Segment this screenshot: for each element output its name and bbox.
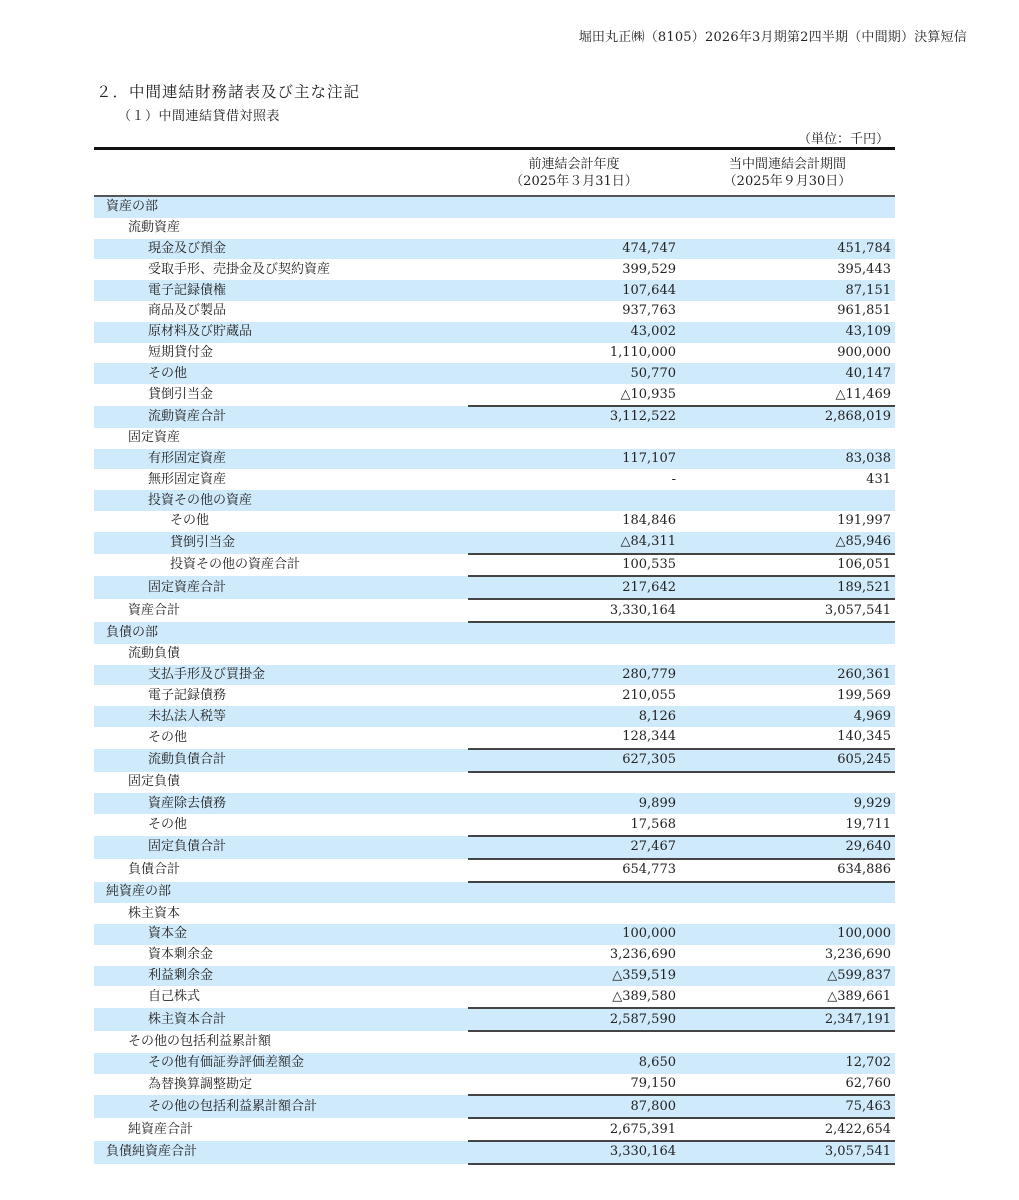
table-row bbox=[94, 490, 895, 511]
row-label: 株主資本合計 bbox=[94, 1008, 468, 1031]
prev-period-value: 43,002 bbox=[468, 322, 680, 343]
current-period-date: （2025年９月30日） bbox=[723, 173, 852, 189]
table-row bbox=[94, 469, 895, 490]
table-body bbox=[94, 196, 895, 1164]
row-label: 純資産の部 bbox=[94, 882, 468, 904]
row-label: 貸倒引当金 bbox=[94, 532, 468, 554]
current-period-value: 9,929 bbox=[680, 793, 895, 814]
table-row bbox=[94, 924, 895, 945]
table-row bbox=[94, 749, 895, 772]
current-period-value: 431 bbox=[866, 471, 891, 487]
current-period-value: 961,851 bbox=[837, 303, 891, 319]
table-row bbox=[94, 622, 895, 644]
row-label: 投資その他の資産合計 bbox=[170, 556, 301, 572]
row-label: その他の包括利益累計額合計 bbox=[94, 1095, 468, 1118]
current-period-value: 900,000 bbox=[837, 344, 891, 360]
table-row bbox=[94, 449, 895, 470]
prev-period-value: 654,773 bbox=[468, 859, 680, 882]
current-period-value: 140,345 bbox=[837, 729, 891, 745]
row-label: 利益剰余金 bbox=[94, 966, 468, 987]
current-period-value: 19,711 bbox=[845, 816, 891, 832]
current-period-value bbox=[680, 903, 895, 924]
table-row bbox=[94, 685, 895, 706]
row-label: 資本金 bbox=[94, 924, 468, 945]
table-header-row bbox=[94, 149, 895, 197]
row-label: 負債純資産合計 bbox=[94, 1141, 468, 1164]
prev-period-value: 3,236,690 bbox=[609, 947, 676, 963]
prev-period-value: 280,779 bbox=[468, 665, 680, 686]
current-period-value: △389,661 bbox=[827, 988, 891, 1004]
prev-period-value bbox=[468, 644, 680, 665]
row-label: 電子記録債務 bbox=[148, 687, 227, 703]
table-row bbox=[94, 706, 895, 727]
current-period-value: △11,469 bbox=[835, 386, 891, 402]
prev-period-label: 前連結会計年度 bbox=[528, 156, 620, 172]
row-label: 負債の部 bbox=[94, 622, 468, 644]
header-prev-period bbox=[468, 149, 680, 197]
current-period-value bbox=[680, 490, 895, 511]
current-period-value: 2,347,191 bbox=[680, 1008, 895, 1031]
current-period-value: 191,997 bbox=[837, 513, 891, 529]
table-row bbox=[94, 576, 895, 599]
row-label: 負債合計 bbox=[128, 862, 181, 878]
row-label: 固定資産 bbox=[128, 430, 181, 446]
current-period-value: 3,236,690 bbox=[824, 947, 891, 963]
row-label: その他 bbox=[148, 817, 188, 832]
prev-period-value: 8,650 bbox=[468, 1053, 680, 1074]
row-label: 固定資産合計 bbox=[94, 576, 468, 599]
current-period-value: 634,886 bbox=[680, 859, 895, 882]
prev-period-value: 937,763 bbox=[622, 303, 676, 319]
current-period-value: 40,147 bbox=[680, 363, 895, 384]
prev-period-value: 3,330,164 bbox=[468, 599, 680, 622]
current-period-value bbox=[680, 1031, 895, 1053]
table-row bbox=[94, 727, 895, 749]
row-label: その他 bbox=[170, 513, 210, 529]
current-period-value: 12,702 bbox=[680, 1053, 895, 1074]
row-label: その他 bbox=[94, 363, 468, 384]
prev-period-value: 474,747 bbox=[468, 239, 680, 260]
row-label: 自己株式 bbox=[148, 989, 201, 1005]
prev-period-value: 1,110,000 bbox=[609, 344, 676, 360]
prev-period-value: 117,107 bbox=[468, 449, 680, 470]
current-period-value: 106,051 bbox=[680, 554, 895, 577]
table-row bbox=[94, 859, 895, 882]
table-row bbox=[94, 322, 895, 343]
current-period-value bbox=[680, 196, 895, 218]
prev-period-value: 100,000 bbox=[468, 924, 680, 945]
row-label: 支払手形及び買掛金 bbox=[94, 665, 468, 686]
current-period-value: 4,969 bbox=[680, 706, 895, 727]
current-period-label: 当中間連結会計期間 bbox=[728, 156, 846, 172]
row-label: 流動負債 bbox=[128, 646, 181, 662]
row-label: 流動資産 bbox=[128, 220, 181, 236]
row-label: 資本剰余金 bbox=[148, 947, 214, 963]
prev-period-value: △389,580 bbox=[612, 988, 676, 1004]
current-period-value: △599,837 bbox=[680, 966, 895, 987]
row-label: 純資産合計 bbox=[128, 1121, 194, 1137]
row-label: 資産合計 bbox=[128, 602, 181, 618]
table-row bbox=[94, 1008, 895, 1031]
table-row bbox=[94, 259, 895, 280]
prev-period-value: 87,800 bbox=[468, 1095, 680, 1118]
table-row bbox=[94, 218, 895, 239]
current-period-value: △85,946 bbox=[680, 532, 895, 554]
current-period-value bbox=[680, 218, 895, 239]
row-label: 未払法人税等 bbox=[94, 706, 468, 727]
row-label: その他 bbox=[148, 729, 188, 745]
prev-period-value bbox=[468, 218, 680, 239]
prev-period-value bbox=[468, 882, 680, 904]
prev-period-value: 107,644 bbox=[468, 280, 680, 301]
row-label: 電子記録債権 bbox=[94, 280, 468, 301]
table-row bbox=[94, 428, 895, 449]
header-label-cell bbox=[94, 149, 468, 197]
row-label: 資産除去債務 bbox=[94, 793, 468, 814]
prev-period-value: 217,642 bbox=[468, 576, 680, 599]
row-label: 固定負債合計 bbox=[94, 836, 468, 859]
prev-period-value: 50,770 bbox=[468, 363, 680, 384]
current-period-value: 260,361 bbox=[680, 665, 895, 686]
table-row bbox=[94, 196, 895, 218]
table-row bbox=[94, 239, 895, 260]
prev-period-value: 79,150 bbox=[630, 1076, 676, 1092]
table-row bbox=[94, 363, 895, 384]
row-label: 流動負債合計 bbox=[94, 749, 468, 772]
prev-period-value bbox=[468, 903, 680, 924]
prev-period-date: （2025年３月31日） bbox=[510, 173, 638, 189]
prev-period-value: 9,899 bbox=[468, 793, 680, 814]
prev-period-value: 128,344 bbox=[622, 729, 676, 745]
row-label: 受取手形、売掛金及び契約資産 bbox=[148, 261, 331, 277]
prev-period-value bbox=[468, 622, 680, 644]
row-label: 商品及び製品 bbox=[148, 303, 227, 319]
section-title: ２．中間連結財務諸表及び主な注記 bbox=[96, 83, 361, 101]
prev-period-value: △84,311 bbox=[468, 532, 680, 554]
row-label: 有形固定資産 bbox=[94, 449, 468, 470]
table-row bbox=[94, 511, 895, 532]
row-label: その他有価証券評価差額金 bbox=[94, 1053, 468, 1074]
current-period-value: 62,760 bbox=[845, 1076, 891, 1092]
table-row bbox=[94, 1141, 895, 1164]
sub-title: （１）中間連結貸借対照表 bbox=[118, 109, 281, 124]
row-label: 固定負債 bbox=[128, 774, 181, 790]
current-period-value bbox=[680, 772, 895, 794]
current-period-value: 3,057,541 bbox=[680, 599, 895, 622]
current-period-value bbox=[680, 644, 895, 665]
table-row bbox=[94, 986, 895, 1008]
row-label: 現金及び預金 bbox=[94, 239, 468, 260]
row-label: 資産の部 bbox=[94, 196, 468, 218]
row-label: 無形固定資産 bbox=[148, 471, 227, 487]
prev-period-value: 2,675,391 bbox=[468, 1118, 680, 1141]
current-period-value: 75,463 bbox=[680, 1095, 895, 1118]
current-period-value: 83,038 bbox=[680, 449, 895, 470]
table-row bbox=[94, 343, 895, 364]
current-period-value: 605,245 bbox=[680, 749, 895, 772]
current-period-value: 451,784 bbox=[680, 239, 895, 260]
current-period-value: 3,057,541 bbox=[680, 1141, 895, 1164]
row-label: 流動資産合計 bbox=[94, 406, 468, 428]
current-period-value bbox=[680, 622, 895, 644]
table-row bbox=[94, 814, 895, 836]
table-row bbox=[94, 903, 895, 924]
prev-period-value: 8,126 bbox=[468, 706, 680, 727]
prev-period-value: 100,535 bbox=[468, 554, 680, 577]
prev-period-value: 3,330,164 bbox=[468, 1141, 680, 1164]
table-row bbox=[94, 772, 895, 794]
current-period-value: 87,151 bbox=[680, 280, 895, 301]
table-row bbox=[94, 793, 895, 814]
current-period-value: 395,443 bbox=[837, 261, 891, 277]
current-period-value bbox=[680, 882, 895, 904]
prev-period-value: 17,568 bbox=[630, 816, 676, 832]
prev-period-value: 27,467 bbox=[468, 836, 680, 859]
table-row bbox=[94, 1031, 895, 1053]
table-row bbox=[94, 599, 895, 622]
row-label: 原材料及び貯蔵品 bbox=[94, 322, 468, 343]
current-period-value: 189,521 bbox=[680, 576, 895, 599]
row-label: 短期貸付金 bbox=[148, 344, 214, 360]
table-row bbox=[94, 836, 895, 859]
current-period-value: 199,569 bbox=[837, 687, 891, 703]
table-row bbox=[94, 966, 895, 987]
row-label: 貸倒引当金 bbox=[148, 387, 214, 403]
prev-period-value: 627,305 bbox=[468, 749, 680, 772]
table-row bbox=[94, 554, 895, 577]
prev-period-value: - bbox=[671, 471, 676, 487]
prev-period-value: 184,846 bbox=[622, 513, 676, 529]
table-row bbox=[94, 644, 895, 665]
prev-period-value bbox=[468, 1031, 680, 1053]
prev-period-value: 2,587,590 bbox=[468, 1008, 680, 1031]
current-period-value: 2,422,654 bbox=[680, 1118, 895, 1141]
prev-period-value bbox=[468, 428, 680, 449]
current-period-value: 2,868,019 bbox=[680, 406, 895, 428]
current-period-value: 100,000 bbox=[680, 924, 895, 945]
table-row bbox=[94, 384, 895, 406]
current-period-value bbox=[680, 428, 895, 449]
document-header: 堀田丸正㈱（8105）2026年3月期第2四半期（中間期）決算短信 bbox=[578, 30, 967, 45]
table-row bbox=[94, 1053, 895, 1074]
prev-period-value bbox=[468, 490, 680, 511]
prev-period-value: 210,055 bbox=[622, 687, 676, 703]
table-row bbox=[94, 301, 895, 322]
prev-period-value: △359,519 bbox=[468, 966, 680, 987]
prev-period-value: 3,112,522 bbox=[468, 406, 680, 428]
prev-period-value bbox=[468, 196, 680, 218]
table-row bbox=[94, 945, 895, 966]
table-row bbox=[94, 1095, 895, 1118]
table-row bbox=[94, 406, 895, 428]
row-label: 為替換算調整勘定 bbox=[148, 1076, 253, 1092]
table-row bbox=[94, 532, 895, 554]
prev-period-value: △10,935 bbox=[620, 386, 676, 402]
row-label: 投資その他の資産 bbox=[94, 490, 468, 511]
table-row bbox=[94, 665, 895, 686]
row-label: 株主資本 bbox=[128, 905, 181, 921]
unit-label: （単位：千円） bbox=[797, 132, 889, 147]
table-row bbox=[94, 1118, 895, 1141]
current-period-value: 29,640 bbox=[680, 836, 895, 859]
prev-period-value: 399,529 bbox=[622, 261, 676, 277]
row-label: その他の包括利益累計額 bbox=[128, 1033, 272, 1049]
balance-sheet-table bbox=[94, 147, 895, 1165]
current-period-value: 43,109 bbox=[680, 322, 895, 343]
table-row bbox=[94, 1074, 895, 1096]
prev-period-value bbox=[468, 772, 680, 794]
table-row bbox=[94, 882, 895, 904]
header-current-period bbox=[680, 149, 895, 197]
table-row bbox=[94, 280, 895, 301]
